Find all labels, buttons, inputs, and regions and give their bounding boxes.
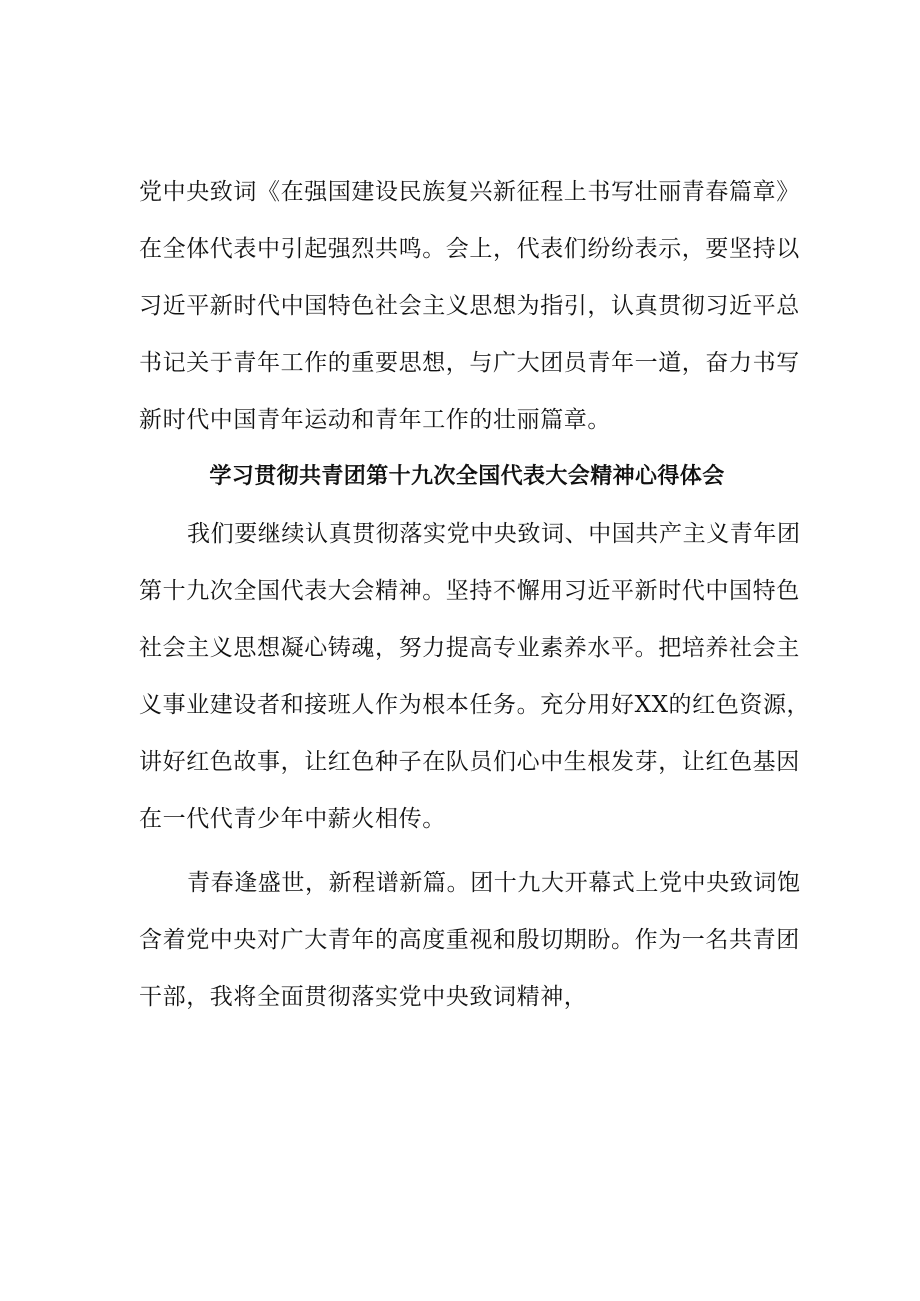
text-line: 青春逢盛世，新程谱新篇。团十九大开幕式上党中央致词饱 (187, 870, 801, 896)
text-line: 讲好红色故事，让红色种子在队员们心中生根发芽，让红色基因 (139, 749, 800, 775)
document-body (139, 176, 811, 1038)
text-line: 新时代中国青年运动和青年工作的壮丽篇章。 (139, 407, 611, 433)
intro-paragraph (139, 176, 800, 436)
text-line: 书记关于青年工作的重要思想，与广大团员青年一道，奋力书写 (139, 350, 800, 376)
text-line: 党中央致词《在强国建设民族复兴新征程上书写壮丽青春篇章》 (139, 179, 800, 205)
section-title: 学习贯彻共青团第十九次全国代表大会精神心得体会 (209, 464, 725, 489)
text-line: 在一代代青少年中薪火相传。 (139, 806, 446, 832)
text-line: 社会主义思想凝心铸魂，努力提高专业素养水平。把培养社会主 (139, 635, 800, 661)
text-line: 含着党中央对广大青年的高度重视和殷切期盼。作为一名共青团 (139, 927, 800, 953)
text-line: 我们要继续认真贯彻落实党中央致词、中国共产主义青年团 (187, 521, 801, 547)
text-line: 第十九次全国代表大会精神。坚持不懈用习近平新时代中国特色 (139, 578, 800, 604)
text-line: 干部，我将全面贯彻落实党中央致词精神， (139, 984, 588, 1010)
text-line: 在全体代表中引起强烈共鸣。会上，代表们纷纷表示，要坚持以 (139, 236, 800, 262)
text-line: 习近平新时代中国特色社会主义思想为指引，认真贯彻习近平总 (139, 293, 800, 319)
body-paragraph-2 (139, 867, 801, 1013)
text-line: 义事业建设者和接班人作为根本任务。充分用好XX的红色资源， (139, 692, 811, 718)
body-paragraph-1 (139, 518, 811, 835)
